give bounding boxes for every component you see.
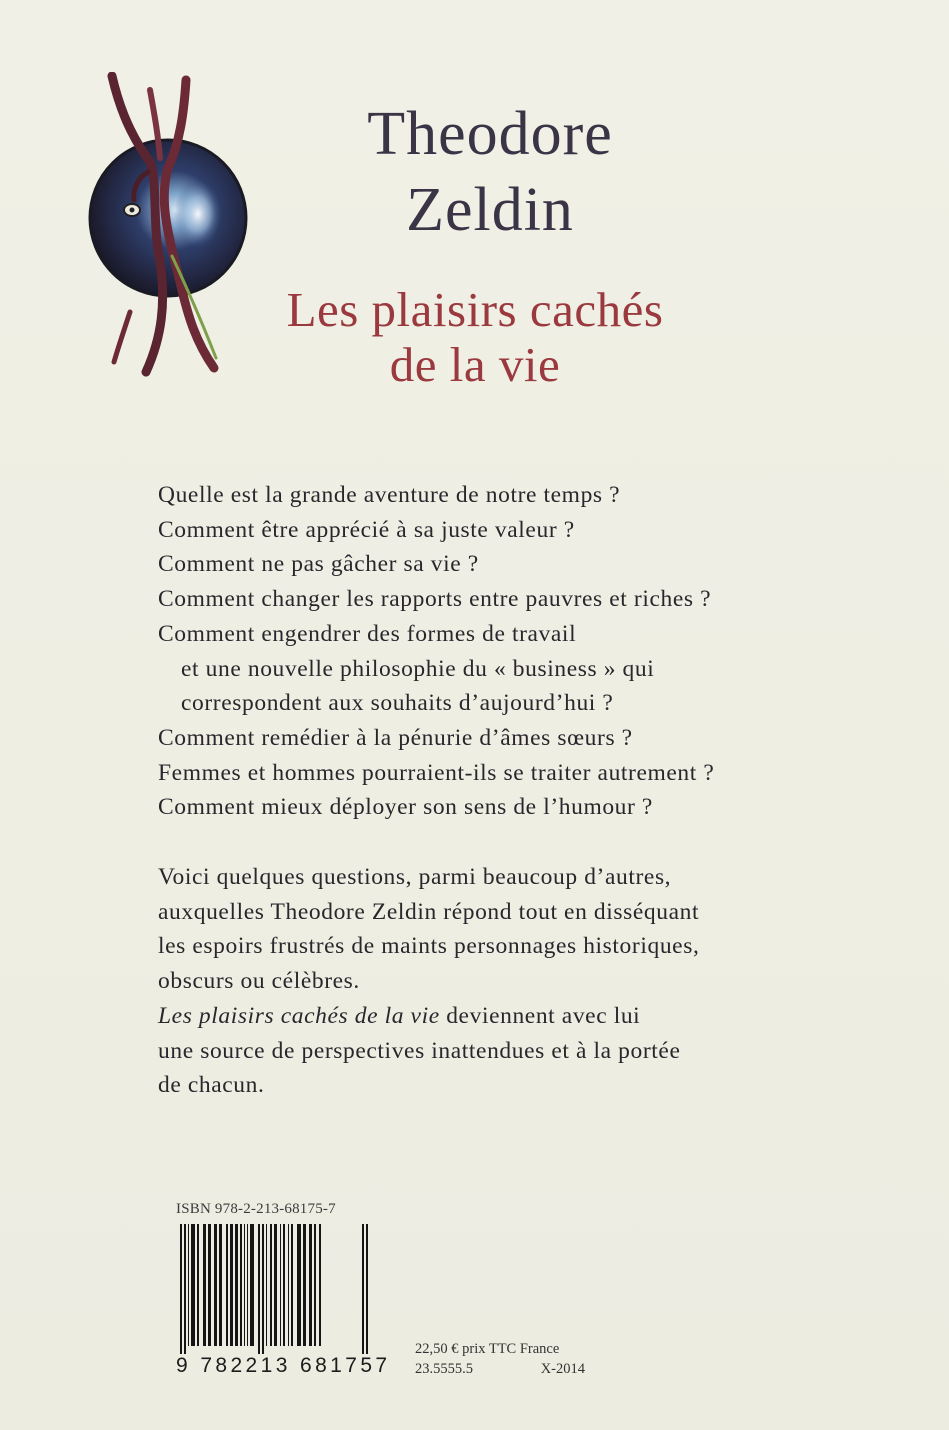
isbn-label: ISBN 978-2-213-68175-7 — [176, 1201, 336, 1217]
barcode-bar — [226, 1224, 228, 1346]
author-last-name: Zeldin — [406, 176, 574, 244]
barcode-bar — [188, 1224, 189, 1346]
barcode-bar — [180, 1224, 182, 1354]
book-title-line-1: Les plaisirs cachés — [286, 282, 664, 337]
barcode-bar — [309, 1224, 312, 1346]
blurb-line: les espoirs frustrés de maints personnages historiques, — [158, 933, 700, 960]
barcode-bar — [297, 1224, 301, 1346]
barcode-bar — [262, 1224, 264, 1354]
edition-code: X-2014 — [540, 1361, 585, 1377]
barcode-bar — [230, 1224, 233, 1346]
question-line: Comment mieux déployer son sens de l’humour ? — [158, 794, 653, 821]
barcode-bar — [191, 1224, 195, 1346]
blurb-line: auxquelles Theodore Zeldin répond tout en disséquant — [158, 898, 700, 925]
barcode-bar — [314, 1224, 316, 1346]
barcode-bar — [303, 1224, 306, 1346]
barcode-bar — [197, 1224, 199, 1346]
question-line: Comment ne pas gâcher sa vie ? — [158, 551, 479, 578]
question-line: Comment changer les rapports entre pauvres et riches ? — [158, 586, 712, 613]
question-line: correspondent aux souhaits d’aujourd’hui ? — [181, 690, 614, 717]
blurb-line: Voici quelques questions, parmi beaucoup d’autres, — [158, 864, 672, 890]
barcode-bar — [219, 1224, 222, 1346]
barcode-bar — [250, 1224, 254, 1346]
barcode-bar — [288, 1224, 289, 1346]
barcode-bar — [235, 1224, 238, 1346]
barcode-bar — [283, 1224, 285, 1346]
price-amount: 22,50 € prix TTC France — [415, 1341, 560, 1357]
barcode-bar — [362, 1224, 364, 1354]
price-code: 23.5555.5 — [415, 1361, 473, 1377]
barcode-bar — [319, 1224, 321, 1346]
barcode-bar — [244, 1224, 245, 1346]
blurb-line-rest: deviennent avec lui — [439, 1002, 641, 1029]
barcode-bar — [366, 1224, 368, 1354]
blurb-line: obscurs ou célèbres. — [158, 968, 360, 995]
price-block — [415, 1339, 585, 1379]
barcode-bar — [291, 1224, 293, 1346]
blurb-line — [158, 999, 858, 1034]
barcode-bar — [208, 1224, 211, 1346]
question-line: Quelle est la grande aventure de notre temps ? — [158, 482, 621, 508]
author-first-name: Theodore — [367, 100, 613, 168]
question-list — [158, 478, 858, 825]
barcode-bar — [247, 1224, 248, 1346]
blurb-title-italic: Les plaisirs cachés de la vie — [158, 1002, 440, 1029]
barcode-bar — [214, 1224, 217, 1346]
barcode-icon — [176, 1224, 376, 1354]
book-title — [230, 282, 720, 392]
barcode-bar — [240, 1224, 242, 1346]
barcode-bar — [274, 1224, 277, 1346]
barcode-bar — [203, 1224, 206, 1346]
question-line: Comment être apprécié à sa juste valeur ? — [158, 516, 575, 543]
blurb-paragraph — [158, 860, 858, 1103]
blurb-line: une source de perspectives inattendues et à la portée — [158, 1037, 681, 1064]
question-line: Femmes et hommes pourraient-ils se traiter autrement ? — [158, 759, 715, 786]
question-line: Comment engendrer des formes de travail — [158, 620, 577, 647]
barcode-bar — [266, 1224, 267, 1346]
book-title-line-2: de la vie — [389, 337, 561, 392]
barcode-bar — [184, 1224, 186, 1354]
barcode-bar — [258, 1224, 260, 1354]
barcode-digits: 9 782213 681757 — [176, 1354, 391, 1377]
blurb-line: de chacun. — [158, 1072, 265, 1099]
question-line: Comment remédier à la pénurie d’âmes sœurs ? — [158, 724, 633, 751]
question-line: et une nouvelle philosophie du « business » qui — [181, 655, 655, 682]
barcode-bar — [270, 1224, 272, 1346]
author-name — [330, 96, 650, 248]
barcode-bar — [280, 1224, 281, 1346]
